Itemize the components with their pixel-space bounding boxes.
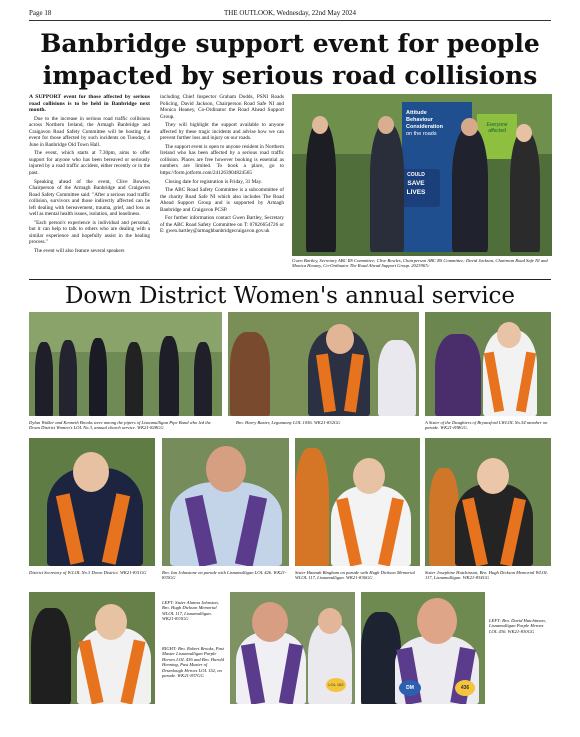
ian-photo xyxy=(162,438,289,566)
masthead: THE OUTLOOK, Wednesday, 22nd May 2024 xyxy=(223,9,357,17)
article1-column-1 xyxy=(29,94,150,274)
badge-dm: DM xyxy=(399,680,421,696)
banner-line: on the roads xyxy=(406,131,437,137)
harry-caption: Bro. Harry Baxter, Legananny LOL 1056. WK21-832GG xyxy=(236,420,341,425)
sister-caption: A Sister of the Daughters of Bryansford LWLOL No.54 member on parade. WK21-838GG. xyxy=(425,420,548,431)
section-divider xyxy=(29,279,551,280)
person-david xyxy=(452,128,488,252)
article1-column-2 xyxy=(160,94,284,274)
article1-paragraph: The event will also feature several speakers xyxy=(34,248,125,255)
article1-lead: A SUPPORT event for those affected by serious road collisions is to be held in Banbridge next month. xyxy=(29,94,150,114)
david-photo xyxy=(361,592,485,704)
green-sign: Everyone affected xyxy=(477,114,517,159)
left-right-caption: LEFT: Bro. David Hutchinson, Lisnamulligan Purple Heroes LOL 436. WK21-830GG xyxy=(489,618,546,634)
article1-paragraph: The ABC Road Safety Committee is a subcommittee of the charity Road Safe NI which also includes The Road Ahead Support Group and is supported by Armagh Banbridge and Craigavon PCSP. xyxy=(160,187,284,213)
article1-paragraph: The support event is open to anyone resident in Northern Ireland who has been affected by a serious road traffic collision. Places are free however booking is essential as numbers are limited. To book a place, go to https://form.jotform.com/241263904824565 xyxy=(160,143,284,177)
secretary-caption: District Secretary of W.LOL No.3 Down District. WK21-831GG xyxy=(29,570,147,575)
article1-paragraph: including Chief Inspector Graham Dodds, PSNI Roads Policing, David Jackson, Chairperson Road Safe NI and Monica Heaney, Co-Ordinator the Road Ahead Support Group. xyxy=(160,94,284,120)
sign-line: COULD xyxy=(407,172,425,178)
robert-harold-photo xyxy=(230,592,355,704)
banner-line: Attitude xyxy=(406,110,427,116)
josephine-photo xyxy=(425,438,551,566)
sister-photo xyxy=(425,312,551,416)
right-mid-caption: RIGHT: Bro. Robert Brooks, Past Master Lisnamulligan Purple Heroes LOL 436 and Bro. Harold Henning, Past Master of Drumlough Heroes LOL 152, on parade. WK21-837GG xyxy=(162,646,224,679)
article2-headline: Down District Women's annual service xyxy=(64,283,516,309)
josephine-caption: Sister Josephine Hutchinson, Bro. Hugh Dickson Memorial WLOL 117, Lisnamulligan. WK21-834GG xyxy=(425,570,548,581)
article1-paragraph: The event, which starts at 7.30pm, aims to offer support for anyone who has been bereaved or seriously injured by a road traffic accident, either recently or in the past. xyxy=(29,150,150,177)
article1-paragraph: Due to the increase in serious road traffic collisions across Northern Ireland, the Armagh Banbridge and Craigavon Road Safety Committee will be hosting the event for those affected by such incidents on Tuesday, 4 June in Banbridge Old Town Hall. xyxy=(29,115,150,148)
sign-line: LIVES xyxy=(406,189,426,196)
badge-436: 436 xyxy=(455,680,475,696)
article1-paragraph: Closing date for registration is Friday, 31 May. xyxy=(165,178,263,185)
pipers-caption: Dylan Walker and Kenneth Brooks were among the pipers of Lisnamulligan Pipe Band who led the Down District Women's LOL No.3, annual church service. WK21-828GG xyxy=(29,420,211,431)
article1-paragraph: They will highlight the support available to anyone affected by these tragic incidents and advise how we can prevent further loss and injury on our roads. xyxy=(160,122,284,142)
harry-photo xyxy=(228,312,419,416)
road-safety-caption: Gwen Bartley, Secretary ABC RS Committee; Clive Bowles, Chairperson ABC RS Committee; David Jackson, Chairman Road Safe NI and Monica Heaney, Co-Ordinator The Road Ahead Support Group. 2023967c xyxy=(292,258,548,269)
banner-line: Consideration xyxy=(406,124,443,130)
banner-line: Behaviour xyxy=(406,117,433,123)
hannah-caption: Sister Hannah Bingham on parade with Hugh Dickson Memorial WLOL 117, Lisnamulligan. WK21-836GG xyxy=(295,570,415,581)
article1-paragraph: "Each person's experience is individual and personal, but it can help to talk to others who are dealing with a similar experience and hopefully assist in the healing process." xyxy=(29,219,150,246)
person-gwen xyxy=(306,122,336,252)
road-safety-photo xyxy=(292,94,552,256)
page-header xyxy=(29,8,551,21)
article1-paragraph: For further information contact Gwen Bartley, Secretary of the ABC Road Safety Committee on T: 07826654726 or E: gwen.bartley@armaghbanbridgecraigavon.gov.uk xyxy=(160,215,284,235)
sign-line: SAVE xyxy=(407,180,425,187)
article1-headline: Banbridge support event for people impacted by serious road collisions xyxy=(40,29,540,90)
person-clive xyxy=(370,124,404,252)
hannah-photo xyxy=(295,438,420,566)
article1-paragraph: Speaking ahead of the event, Clive Bowles, Chairperson of the Armagh Banbridge and Craigavon Road Safety Committee said: "After a serious road traffic collision, survivors and those indirectly affected can be left dealing with bereavement, trauma, grief, and loss as well as mental health issues, isolation, and loneliness. xyxy=(29,178,150,218)
page-number: Page 18 xyxy=(29,9,52,17)
person-monica xyxy=(510,132,540,252)
badge-lol-152: LOL 152 xyxy=(326,678,346,692)
ian-caption: Bro. Ian Johnstone on parade with Lisnamulligan LOL 426. WK21-835GG xyxy=(162,570,287,581)
secretary-photo xyxy=(29,438,155,566)
alanna-photo xyxy=(29,592,155,704)
left-mid-caption: LEFT: Sister Alanna Johnston, Bro. Hugh Dickson Memorial WLOL 117, Lisnamulligan. WK21-833GG xyxy=(162,600,219,622)
pipers-photo xyxy=(29,312,222,416)
